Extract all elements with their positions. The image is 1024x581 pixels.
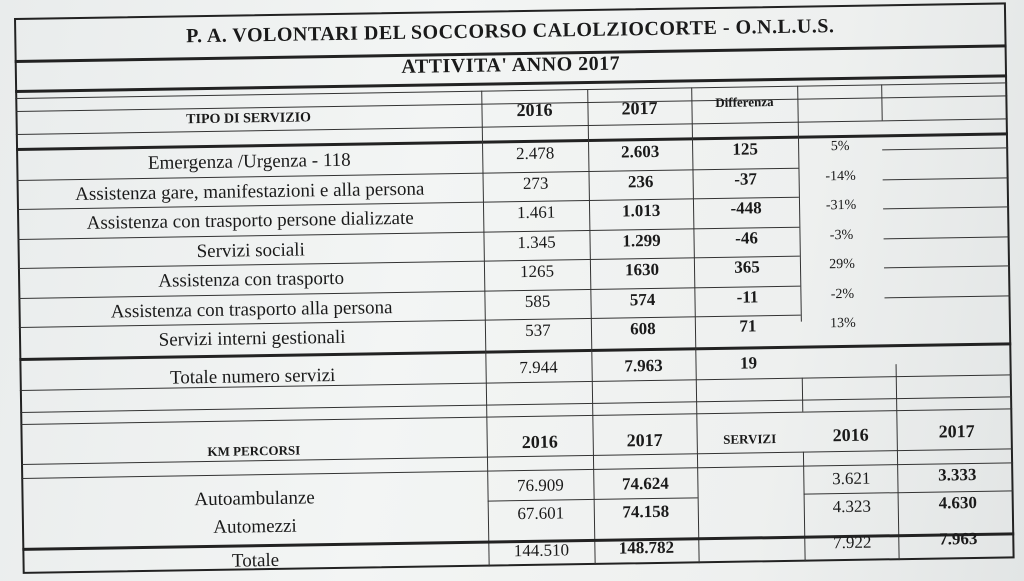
service-row-label: Assistenza gare, manifestazioni e alla persona [74,178,425,205]
service-row-diff: 71 [739,316,757,336]
service-row-diff: -46 [735,227,759,248]
servizi-row-2017: 4.630 [938,492,978,513]
service-row-percent: -31% [825,197,857,214]
total-services-diff: 19 [739,353,758,373]
km-row-2017: 74.624 [621,473,669,494]
service-row-label: Assistenza con trasporto alla persona [110,296,393,323]
header-tipo-servizio: TIPO DI SERVIZIO [186,110,312,128]
km-row-2016: 76.909 [516,475,564,496]
km-row-label: Automezzi [213,515,297,538]
km-total-label: Totale [231,549,280,572]
page-title: P. A. VOLONTARI DEL SOCCORSO CALOLZIOCORTE - O.N.L.U.S. [185,15,835,48]
total-services-2017: 7.963 [624,355,663,376]
km-row-label: Autoambulanze [194,487,315,511]
activity-report-document [14,2,1019,580]
km-total-2016: 144.510 [513,540,570,561]
service-row-label: Servizi interni gestionali [158,326,346,351]
header-servizi: SERVIZI [723,431,777,447]
service-row-2017: 236 [627,171,654,191]
servizi-total-2017: 7.963 [939,528,978,549]
header-2017: 2017 [621,97,658,119]
service-row-2016: 1.345 [517,232,556,252]
service-row-2016: 1.461 [516,202,556,223]
service-row-label: Servizi sociali [196,238,305,262]
service-row-label: Emergenza /Urgenza - 118 [147,149,351,174]
service-row-2017: 1630 [624,259,660,280]
service-row-2017: 608 [630,318,656,339]
total-services-2016: 7.944 [519,357,558,378]
service-row-diff: -448 [730,198,762,218]
service-row-2016: 537 [525,320,551,341]
service-row-diff: 365 [734,257,760,277]
service-row-percent: 29% [829,256,855,273]
km-total-2017: 148.782 [618,537,675,558]
servizi-row-2017: 3.333 [938,464,977,485]
header-differenza: Differenza [715,94,774,110]
service-row-percent: -2% [830,286,855,302]
service-row-label: Assistenza con trasporto persone dializzate [86,207,414,234]
header-km-2017: 2017 [626,429,663,451]
km-row-2016: 67.601 [517,503,565,524]
service-row-2016: 273 [522,173,549,193]
total-services-label: Totale numero servizi [169,364,336,389]
service-row-2016: 585 [524,291,551,311]
header-servizi-2017: 2017 [938,420,975,442]
service-row-diff: 125 [732,139,759,159]
header-km-percorsi: KM PERCORSI [207,442,301,460]
service-row-diff: -37 [734,168,758,189]
service-row-diff: -11 [736,286,759,307]
service-row-percent: -14% [825,168,856,184]
km-row-2017: 74.158 [622,501,670,522]
service-row-2017: 1.013 [621,200,661,221]
service-row-2016: 1265 [519,261,555,282]
header-km-2016: 2016 [521,431,558,453]
service-row-label: Assistenza con trasporto [158,267,345,292]
service-row-2017: 2.603 [620,141,660,162]
servizi-row-2016: 3.621 [832,468,871,489]
page-subtitle: ATTIVITA' ANNO 2017 [401,52,621,78]
service-row-2017: 574 [629,289,656,309]
service-row-percent: 13% [829,315,856,332]
header-2016: 2016 [516,99,553,121]
servizi-total-2016: 7.922 [833,532,872,553]
header-servizi-2016: 2016 [832,424,869,446]
service-row-percent: -3% [829,227,854,243]
service-row-percent: 5% [830,138,850,155]
service-row-2017: 1.299 [622,230,661,250]
service-row-2016: 2.478 [515,143,555,164]
servizi-row-2016: 4.323 [832,496,872,517]
